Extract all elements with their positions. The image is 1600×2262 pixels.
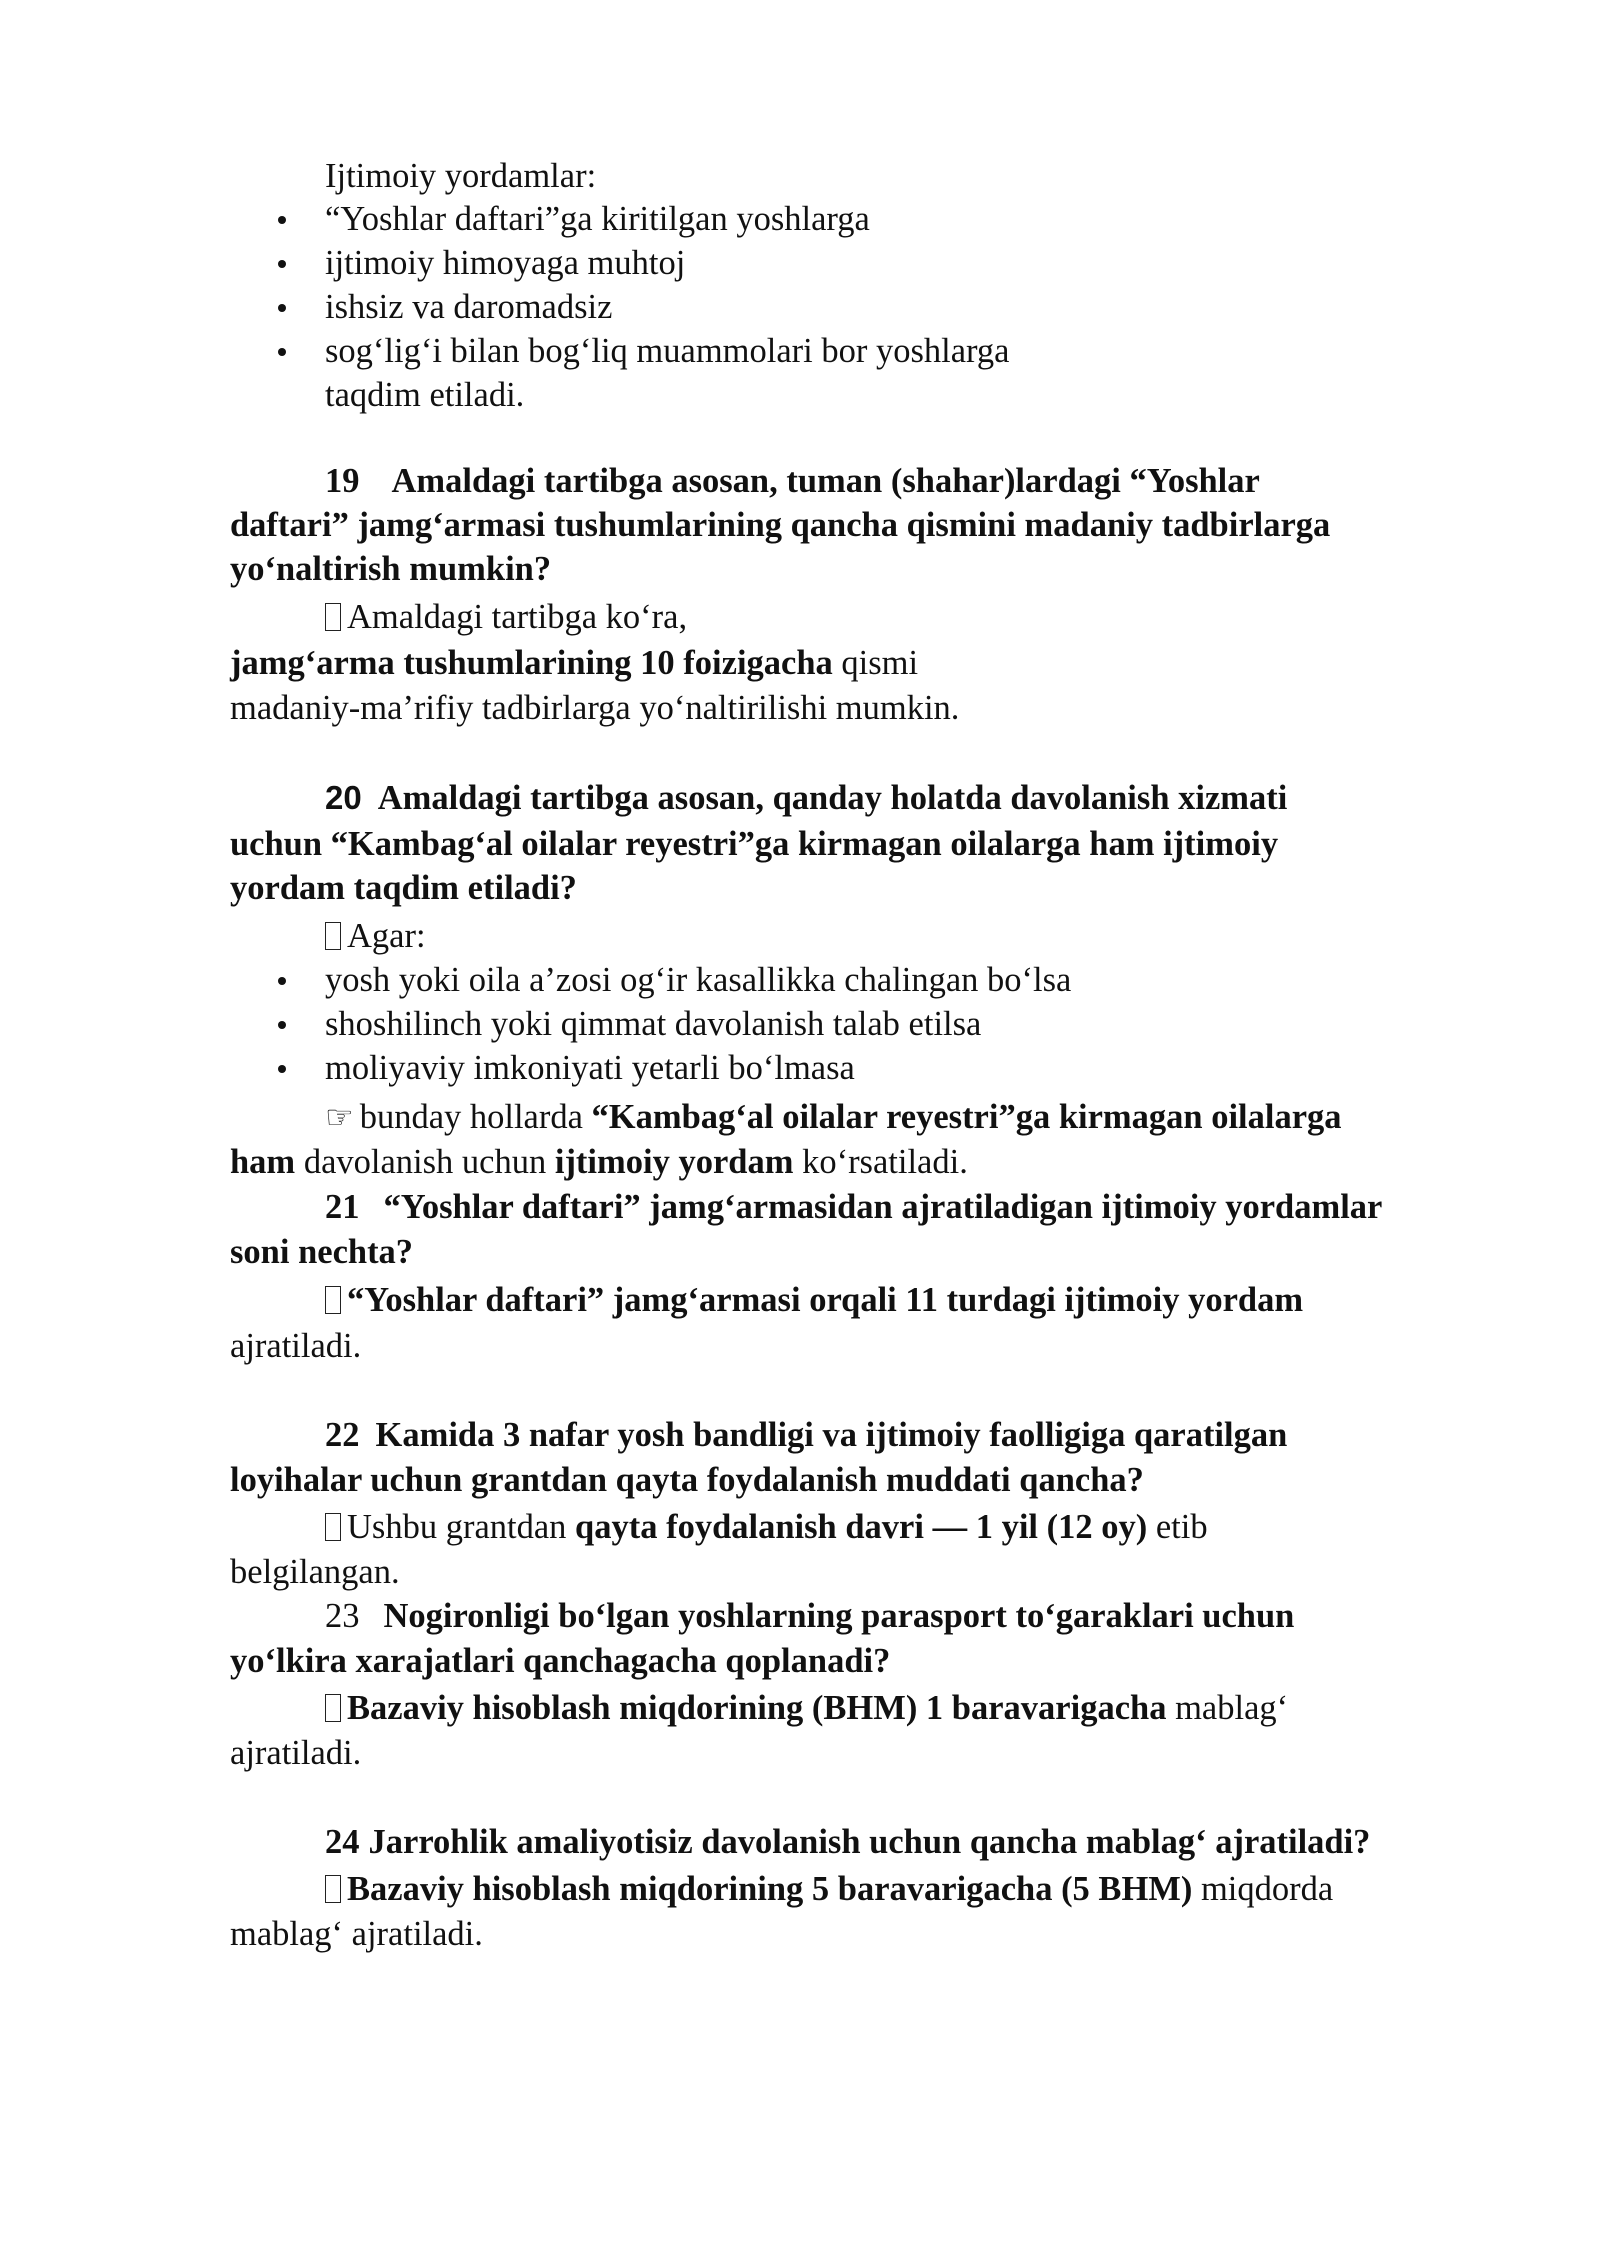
question-number: 21 <box>325 1188 360 1226</box>
question-number: 22 <box>325 1416 360 1454</box>
bullet-dot <box>278 1065 286 1073</box>
intro-bullet: ishsiz va daromadsiz <box>325 288 613 326</box>
question-number: 23 <box>325 1597 360 1635</box>
answer-22-line2: belgilangan. <box>230 1553 400 1591</box>
answer-20-bullet: shoshilinch yoki qimmat davolanish talab etilsa <box>325 1005 982 1043</box>
answer-24-line1: Bazaviy hisoblash miqdorining 5 baravarigacha (5 BHM) miqdorda <box>325 1867 1333 1911</box>
checkbox-glyph-icon <box>325 603 341 631</box>
question-23-line2: yo‘lkira xarajatlari qanchagacha qoplanadi? <box>230 1642 891 1680</box>
bullet-dot <box>278 977 286 985</box>
question-21-line2: soni nechta? <box>230 1233 414 1271</box>
answer-21-line2: ajratiladi. <box>230 1327 362 1365</box>
intro-bullet: “Yoshlar daftari”ga kiritilgan yoshlarga <box>325 200 870 238</box>
answer-24-line2: mablag‘ ajratiladi. <box>230 1915 483 1953</box>
question-19-line3: yo‘naltirish mumkin? <box>230 550 552 588</box>
question-number: 19 <box>325 462 360 500</box>
answer-19-line1: Amaldagi tartibga ko‘ra, <box>325 595 687 639</box>
question-22-line2: loyihalar uchun grantdan qayta foydalanish muddati qancha? <box>230 1461 1144 1499</box>
checkbox-glyph-icon <box>325 1513 341 1541</box>
answer-20-bullet: yosh yoki oila a’zosi og‘ir kasallikka chalingan bo‘lsa <box>325 961 1072 999</box>
answer-21-line1: “Yoshlar daftari” jamg‘armasi orqali 11 turdagi ijtimoiy yordam <box>325 1278 1303 1322</box>
answer-20-conclusion-line2: ham davolanish uchun ijtimoiy yordam ko‘rsatiladi. <box>230 1143 968 1181</box>
question-number: 20 <box>325 779 362 816</box>
answer-20-intro: Agar: <box>325 914 426 958</box>
answer-19-line2: jamg‘arma tushumlarining 10 foizigacha qismi <box>230 644 919 682</box>
question-22-line1: 22 Kamida 3 nafar yosh bandligi va ijtimoiy faolligiga qaratilgan <box>325 1416 1288 1454</box>
intro-bullet: ijtimoiy himoyaga muhtoj <box>325 244 686 282</box>
intro-tail: taqdim etiladi. <box>325 376 525 414</box>
answer-23-line1: Bazaviy hisoblash miqdorining (BHM) 1 baravarigacha mablag‘ <box>325 1686 1288 1730</box>
question-21-line1: 21 “Yoshlar daftari” jamg‘armasidan ajratiladigan ijtimoiy yordamlar <box>325 1188 1383 1226</box>
bullet-dot <box>278 348 286 356</box>
answer-20-conclusion-line1: ☞ bunday hollarda “Kambag‘al oilalar reyestri”ga kirmagan oilalarga <box>325 1095 1342 1139</box>
answer-22-line1: Ushbu grantdan qayta foydalanish davri — 1 yil (12 oy) etib <box>325 1505 1208 1549</box>
question-19-line1: 19 Amaldagi tartibga asosan, tuman (shahar)lardagi “Yoshlar <box>325 462 1260 500</box>
question-19-line2: daftari” jamg‘armasi tushumlarining qancha qismini madaniy tadbirlarga <box>230 506 1331 544</box>
intro-heading: Ijtimoiy yordamlar: <box>325 157 597 195</box>
bullet-dot <box>278 260 286 268</box>
pointing-hand-icon: ☞ <box>325 1099 354 1135</box>
checkbox-glyph-icon <box>325 1875 341 1903</box>
question-23-line1: 23 Nogironligi bo‘lgan yoshlarning parasport to‘garaklari uchun <box>325 1597 1295 1635</box>
checkbox-glyph-icon <box>325 1286 341 1314</box>
checkbox-glyph-icon <box>325 1694 341 1722</box>
bullet-dot <box>278 216 286 224</box>
answer-23-line2: ajratiladi. <box>230 1734 362 1772</box>
question-20-line1: 20 Amaldagi tartibga asosan, qanday holatda davolanish xizmati <box>325 779 1288 817</box>
intro-bullet: sog‘lig‘i bilan bog‘liq muammolari bor yoshlarga <box>325 332 1010 370</box>
bullet-dot <box>278 1021 286 1029</box>
answer-20-bullet: moliyaviy imkoniyati yetarli bo‘lmasa <box>325 1049 855 1087</box>
question-number: 24 <box>325 1823 360 1861</box>
checkbox-glyph-icon <box>325 922 341 950</box>
question-20-line3: yordam taqdim etiladi? <box>230 869 577 907</box>
question-24-line1: 24 Jarrohlik amaliyotisiz davolanish uchun qancha mablag‘ ajratiladi? <box>325 1823 1371 1861</box>
bullet-dot <box>278 304 286 312</box>
answer-19-line3: madaniy-ma’rifiy tadbirlarga yo‘naltirilishi mumkin. <box>230 689 960 727</box>
question-20-line2: uchun “Kambag‘al oilalar reyestri”ga kirmagan oilalarga ham ijtimoiy <box>230 825 1279 863</box>
